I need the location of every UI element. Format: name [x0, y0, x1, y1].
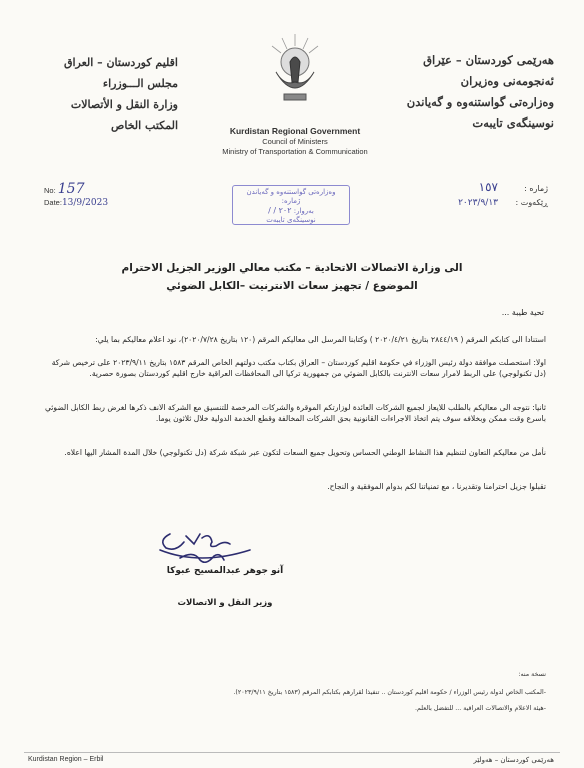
signatory-title: وزير النقل و الاتصالات	[177, 598, 273, 608]
cc-line: -المكتب الخاص لدولة رئيس الوزراء / حكومة اقليم كوردستان .. تنفيذا لقرارهم بكتابكم المرقم (١٥٨٣ بتاريخ ٢٠٢٣/٩/١١).	[233, 689, 546, 696]
stamp-line: وەزارەتی گواستنەوە و گەیاندن	[246, 188, 336, 196]
no-value-ku: ١٥٧	[478, 180, 498, 194]
stamp-date: ٢٠٢ / /	[268, 206, 292, 215]
date-value: 13/9/2023	[61, 198, 109, 208]
footer-location-kurdish: هەرێمی کوردستان – هەولێر	[473, 756, 554, 764]
footer-location-english: Kurdistan Region – Erbil	[28, 756, 104, 763]
header-english	[190, 126, 400, 157]
header-kurdish-line: وەزارەتی گواستنەوە و گەیاندن	[406, 95, 554, 109]
gov-name: Kurdistan Regional Government	[229, 126, 361, 136]
subject: الموضوع / تجهيز سعات الانترنيت –الكابل الضوئي	[166, 280, 418, 292]
header-kurdish	[364, 50, 554, 134]
reference-english	[44, 183, 108, 209]
paragraph: اولا: استحصلت موافقة دولة رئيس الوزراء في حكومة اقليم كوردستان – العراق بكتاب مكتب دولتهم الخاص المرقم ١٥٨٣ بتاريخ ٢٠٢٣/٩/١١ على ترخيص شركة (دل تكنولوجي) على الربط لامرار سعات الانترنت بالكابل الضوئي من جمهورية تركيا الى المحافظات العراقية خارج اقليم كوردستان بصورة حصرية.	[51, 358, 546, 379]
header-arabic-line: المكتب الخاص	[111, 119, 178, 132]
header-kurdish-line: نوسینگەی تایبەت	[472, 116, 554, 130]
stamp-line: بەروار:	[293, 207, 314, 215]
cc-line: -هيئة الاعلام والاتصالات العراقية ... للتفضل بالعلم.	[414, 705, 546, 712]
greeting: تحية طيبة ...	[501, 308, 544, 317]
addressee: الى وزارة الاتصالات الاتحادية – مكتب معالي الوزير الجزيل الاحترام	[121, 262, 463, 274]
cc-title: نسخة منه:	[518, 671, 546, 678]
paragraph: نأمل من معاليكم التعاون لتنظيم هذا النشاط الوطني الحساس وتحويل جميع السعات لتكون عبر شبكة شركة (دل تكنولوجي) خلال المدة المشار اليها اعلاه.	[64, 448, 546, 457]
paragraph: تقبلوا جزيل احترامنا وتقديرنا ، مع تمنياتنا لكم بدوام الموفقية و النجاح.	[327, 482, 546, 491]
date-value-ku: ٢٠٢٣/٩/١٣	[458, 198, 498, 208]
signatory-name: آنو جوهر عبدالمسيح عبوكا	[166, 566, 284, 576]
date-label-ku: ڕێکەوت :	[515, 198, 548, 207]
krg-emblem-icon	[262, 32, 328, 112]
stamp-line: نوسینگەی تایبەت	[266, 216, 316, 224]
footer-divider	[24, 752, 560, 753]
council-name: Council of Ministers	[262, 137, 328, 146]
stamp-line: ژمارە:	[281, 197, 301, 205]
reference-kurdish	[458, 180, 548, 210]
header-arabic-line: مجلس الـــوزراء	[102, 77, 178, 90]
header-kurdish-line: هەرێمی کوردستان – عێراق	[423, 53, 554, 67]
header-arabic	[28, 52, 178, 136]
header-arabic-line: اقليم كوردستان – العراق	[63, 56, 178, 69]
no-label-ku: ژمارە :	[524, 184, 548, 193]
received-stamp	[232, 185, 350, 225]
header-arabic-line: وزارة النقل و الأتصالات	[70, 98, 178, 111]
header-kurdish-line: ئەنجومەنی وەزیران	[460, 74, 554, 88]
no-label: No:	[44, 186, 56, 195]
paragraph: استنادا الى كتابكم المرقم ( ٢٨٤٤/١٩ بتاريخ ٢٠٢٠/٤/٢١ ) وكتابنا المرسل الى معاليكم المرقم (١٢٠ بتاريخ ٢٠٢٠/٧/٢٨)، نود اعلام معاليكم بما يلي:	[95, 335, 546, 344]
ministry-name: Ministry of Transportation & Communication	[222, 147, 368, 156]
date-label: Date:	[44, 198, 62, 207]
paragraph: ثانيا: نتوجه الى معاليكم بالطلب للايعاز لجميع الشركات العائدة لوزارتكم الموقرة والشركات المرخصة للتنسيق مع الشركة الانف ذكرها لغرض ربط الكابل الضوئي باسرع وقت ممكن وبخلافه سوف يتم اتخاذ الاجراءات القانونية بحق الشركات المخالفة وقطع الخدمة الدولية خلال ثلاثون يوما.	[44, 403, 546, 424]
no-value: 157	[57, 181, 85, 197]
